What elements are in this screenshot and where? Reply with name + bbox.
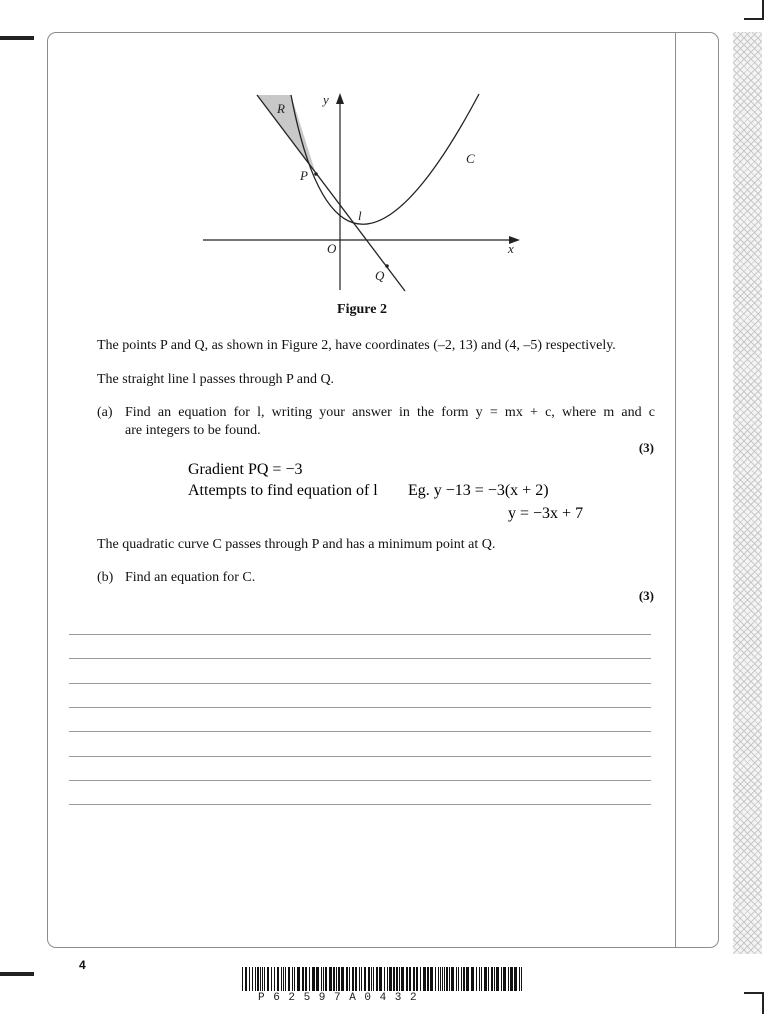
barcode-bar	[260, 967, 261, 991]
barcode-bar	[373, 967, 374, 991]
barcode-bar	[267, 967, 269, 991]
barcode-bar	[440, 967, 441, 991]
answer-line[interactable]	[69, 804, 651, 805]
page-number: 4	[79, 958, 86, 972]
barcode-bar	[361, 967, 362, 991]
barcode-bar	[355, 967, 357, 991]
barcode-bar	[488, 967, 489, 991]
barcode-bar	[294, 967, 295, 991]
barcode-bar	[379, 967, 382, 991]
barcode-bar	[446, 967, 448, 991]
barcode-bar	[399, 967, 400, 991]
barcode-bar	[262, 967, 263, 991]
barcode-bar	[257, 967, 259, 991]
label-o: O	[327, 241, 337, 256]
barcode-bar	[461, 967, 462, 991]
crop-mark	[762, 0, 764, 18]
crop-mark	[744, 992, 764, 994]
barcode-bar	[501, 967, 502, 991]
barcode-bar	[376, 967, 378, 991]
barcode-bar	[508, 967, 509, 991]
barcode-bar	[438, 967, 439, 991]
barcode-bar	[435, 967, 436, 991]
barcode-bar	[252, 967, 253, 991]
question-stem-line: The straight line l passes through P and Q.	[97, 372, 335, 387]
barcode-bar	[368, 967, 370, 991]
barcode-bar	[471, 967, 474, 991]
barcode-bar	[521, 967, 522, 991]
barcode-bar	[427, 967, 429, 991]
crop-mark	[0, 36, 34, 40]
barcode-bar	[466, 967, 469, 991]
barcode-bar	[249, 967, 250, 991]
part-a-question: Find an equation for l, writing your answer in the form y = mx + c, where m and c	[125, 405, 655, 420]
barcode-bar	[277, 967, 279, 991]
barcode-bar	[271, 967, 272, 991]
crop-mark	[762, 992, 764, 1014]
part-b-marks: (3)	[638, 588, 654, 603]
answer-line[interactable]	[69, 634, 651, 635]
barcode-bar	[519, 967, 520, 991]
barcode-bar	[430, 967, 433, 991]
barcode-bar	[481, 967, 482, 991]
barcode-bar	[264, 967, 265, 991]
barcode-bar	[503, 967, 506, 991]
label-p: P	[300, 168, 308, 183]
barcode-bar	[510, 967, 513, 991]
question-stem-curve: The quadratic curve C passes through P and has a minimum point at Q.	[97, 537, 496, 552]
answer-example: Eg. y −13 = −3(x + 2)	[408, 482, 549, 499]
barcode-bar	[496, 967, 499, 991]
barcode-bar	[396, 967, 398, 991]
label-q: Q	[375, 268, 385, 283]
barcode-bar	[476, 967, 477, 991]
curve-c	[291, 94, 479, 224]
barcode-bar	[393, 967, 395, 991]
barcode-bar	[364, 967, 366, 991]
do-not-write-margin	[733, 32, 762, 954]
barcode-bar	[479, 967, 480, 991]
part-b-number: (b)	[97, 570, 114, 585]
barcode-bar	[242, 967, 243, 991]
answer-line[interactable]	[69, 658, 651, 659]
barcode-bar	[384, 967, 385, 991]
part-a-question-continued: are integers to be found.	[125, 423, 261, 438]
barcode-bar	[336, 967, 337, 991]
label-x: x	[508, 241, 514, 256]
line-l	[257, 95, 405, 291]
barcode-bar	[352, 967, 354, 991]
barcode	[242, 967, 524, 991]
barcode-bar	[281, 967, 282, 991]
answer-line[interactable]	[69, 756, 651, 757]
barcode-bar	[297, 967, 300, 991]
part-b-question: Find an equation for C.	[125, 570, 256, 585]
crop-mark	[744, 18, 764, 20]
barcode-bar	[341, 967, 344, 991]
label-r: R	[277, 101, 285, 116]
barcode-bar	[321, 967, 322, 991]
barcode-bar	[416, 967, 418, 991]
margin-line	[675, 33, 676, 948]
barcode-bar	[274, 967, 275, 991]
crop-mark	[0, 972, 34, 976]
barcode-bar	[302, 967, 304, 991]
barcode-bar	[458, 967, 459, 991]
barcode-bar	[491, 967, 493, 991]
barcode-bar	[389, 967, 392, 991]
answer-line[interactable]	[69, 683, 651, 684]
point-q	[385, 264, 389, 268]
answer-line[interactable]	[69, 707, 651, 708]
barcode-bar	[305, 967, 307, 991]
barcode-bar	[349, 967, 350, 991]
barcode-bar	[442, 967, 443, 991]
barcode-bar	[423, 967, 426, 991]
answer-attempt: Attempts to find equation of l	[188, 482, 378, 499]
figure-2-graph	[190, 80, 530, 300]
barcode-bar	[309, 967, 310, 991]
barcode-bar	[312, 967, 315, 991]
barcode-number: P62597A0432	[258, 992, 426, 1004]
question-stem-points: The points P and Q, as shown in Figure 2, have coordinates (–2, 13) and (4, –5) respectively.	[97, 338, 616, 353]
barcode-bar	[255, 967, 256, 991]
answer-gradient: Gradient PQ = −3	[188, 461, 303, 478]
barcode-bar	[444, 967, 445, 991]
point-p	[314, 172, 318, 176]
barcode-bar	[406, 967, 408, 991]
barcode-bar	[494, 967, 495, 991]
barcode-bar	[401, 967, 404, 991]
answer-result: y = −3x + 7	[508, 505, 584, 522]
barcode-bar	[333, 967, 335, 991]
barcode-bar	[514, 967, 517, 991]
part-a-number: (a)	[97, 405, 113, 420]
barcode-bar	[359, 967, 360, 991]
barcode-bar	[283, 967, 284, 991]
barcode-bar	[371, 967, 372, 991]
barcode-bar	[456, 967, 457, 991]
barcode-bar	[451, 967, 454, 991]
barcode-bar	[245, 967, 247, 991]
answer-line[interactable]	[69, 780, 651, 781]
barcode-bar	[387, 967, 388, 991]
label-l: l	[358, 208, 362, 223]
barcode-bar	[338, 967, 340, 991]
barcode-bar	[484, 967, 487, 991]
y-axis-arrow	[336, 93, 344, 104]
barcode-bar	[288, 967, 290, 991]
barcode-bar	[346, 967, 348, 991]
barcode-bar	[285, 967, 286, 991]
answer-line[interactable]	[69, 731, 651, 732]
label-y: y	[323, 92, 329, 107]
barcode-bar	[316, 967, 319, 991]
barcode-bar	[292, 967, 293, 991]
barcode-bar	[323, 967, 324, 991]
barcode-bar	[325, 967, 327, 991]
part-a-marks: (3)	[638, 440, 654, 455]
barcode-bar	[409, 967, 411, 991]
barcode-bar	[329, 967, 332, 991]
label-c: C	[466, 151, 475, 166]
barcode-bar	[420, 967, 421, 991]
barcode-bar	[463, 967, 465, 991]
barcode-bar	[449, 967, 450, 991]
barcode-bar	[413, 967, 415, 991]
figure-caption: Figure 2	[337, 302, 387, 317]
